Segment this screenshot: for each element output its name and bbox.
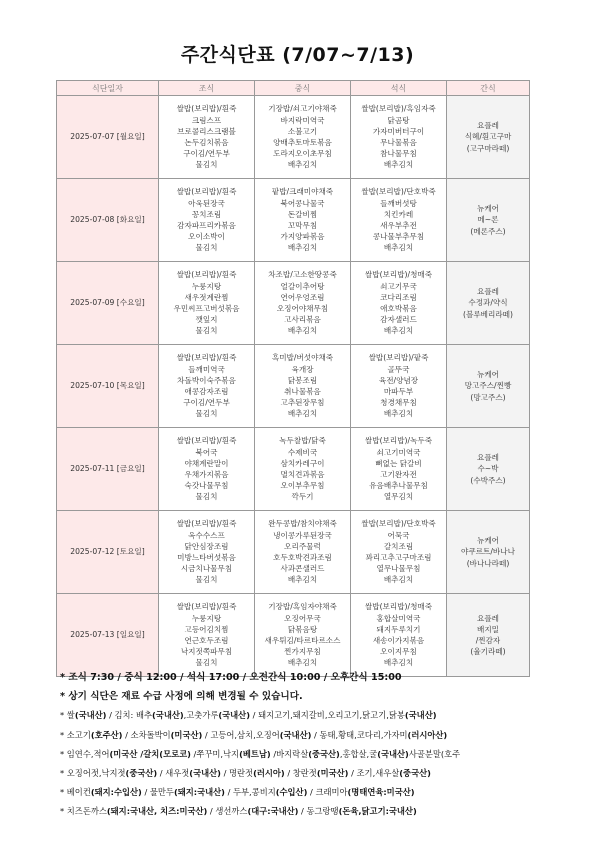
menu-item: 어묵국	[387, 530, 410, 540]
menu-item: 쌀밥(보리밥)/팥죽	[368, 353, 429, 363]
menu-item: 들깨버섯탕	[380, 198, 417, 208]
menu-item: 연근호두조림	[184, 636, 229, 645]
lunch-cell	[255, 96, 351, 179]
menu-item: 쇠고기미역국	[376, 447, 421, 457]
menu-item: 누룽지탕	[191, 613, 222, 623]
origin-line: * 쌀(국내산) / 김치: 배추(국내산),고춧가루(국내산) / 돼지고기,돼지갈비,오리고기,닭고기,닭봉(국내산)	[60, 710, 437, 721]
menu-item: 참나물무침	[380, 149, 417, 159]
menu-item: 배추김치	[287, 160, 318, 170]
menu-item: (메론주스)	[470, 226, 506, 236]
header-dinner: 석식	[351, 81, 447, 96]
menu-item: 새우튀김/타르타르소스	[264, 636, 341, 645]
menu-item: 취나물볶음	[284, 387, 321, 396]
menu-item: 우민씨프고버섯볶음	[173, 304, 240, 313]
origin-line: * 베이컨(돼지:수입산) / 물만두(돼지:국내산) / 두부,콩비지(수입산) / 크래미아(명태연육:미국산)	[60, 787, 415, 798]
date-cell: 2025-07-11 [금요일]	[57, 428, 159, 511]
menu-item: 숙갓나물무침	[184, 481, 229, 491]
origin-line: * 임연수,적어(미국산 /갈치(모로코) /쭈꾸미,낙지(베트남) /바지락살(중국산),홍합살,굴(국내산)사골분말(호주	[60, 748, 461, 759]
menu-item: 연어우엉조림	[280, 292, 325, 302]
menu-item: 들깨미역국	[188, 364, 225, 374]
menu-item: 고기완자전	[380, 470, 417, 479]
menu-item: 닭곰탕	[387, 115, 410, 125]
menu-item: 미방느타버섯볶음	[177, 553, 236, 562]
menu-item: 야쿠르트/바나나	[461, 547, 515, 557]
menu-item: 쌀밥(보리밥)/흰죽	[176, 602, 237, 612]
menu-item: 청경채무침	[380, 398, 417, 408]
date-cell: 2025-07-07 [월요일]	[57, 96, 159, 179]
menu-item: /찐감자	[475, 636, 501, 645]
menu-item: 요플레	[476, 287, 499, 297]
snack-cell	[447, 179, 530, 262]
menu-item: (망고주스)	[470, 392, 506, 402]
menu-item: 오이소박이	[188, 232, 225, 242]
date-cell: 2025-07-12 [토요일]	[57, 511, 159, 594]
breakfast-cell	[159, 428, 255, 511]
date-cell: 2025-07-08 [화요일]	[57, 179, 159, 262]
menu-item: 냉이콩가루된장국	[273, 530, 332, 540]
menu-item: 구이김/연두부	[183, 149, 230, 159]
date-cell: 2025-07-09 [수요일]	[57, 262, 159, 345]
menu-item: 닭볶음탕	[287, 624, 318, 634]
snack-cell	[447, 262, 530, 345]
menu-item: 골뚜국	[387, 364, 410, 374]
menu-item: 배추김치	[383, 160, 414, 170]
menu-item: 애콩감자조림	[184, 387, 229, 396]
menu-item: 깍두기	[291, 492, 314, 502]
page-title: 주간식단표 (7/07~7/13)	[180, 44, 415, 66]
menu-item: 물김치	[195, 160, 218, 170]
breakfast-cell	[159, 179, 255, 262]
menu-item: 콩나물부추무침	[372, 232, 425, 242]
table-header-row	[57, 81, 530, 96]
header-snack: 간식	[447, 81, 530, 96]
weekly-menu-table	[56, 80, 530, 677]
notes-section	[60, 668, 590, 822]
menu-item: 브로콜리스크램블	[177, 126, 236, 136]
menu-item: 배추김치	[287, 243, 318, 253]
menu-item: 배추김치	[383, 243, 414, 253]
menu-item: 호두호박견과조림	[273, 553, 332, 562]
menu-item: 오이지무침	[380, 647, 417, 657]
menu-item: 배추김치	[287, 326, 318, 336]
menu-item: 배추김치	[287, 575, 318, 585]
menu-item: 옥수수스프	[188, 530, 225, 540]
menu-item: 멸치견과볶음	[280, 470, 325, 479]
menu-item: 감자샐러드	[380, 315, 417, 325]
menu-item: 메~론	[477, 215, 499, 225]
menu-item: 닭봉조림	[287, 375, 318, 385]
menu-item: 차돌박이숙주볶음	[177, 375, 236, 385]
table-row	[57, 96, 530, 179]
breakfast-cell	[159, 511, 255, 594]
snack-cell	[447, 511, 530, 594]
table-row	[57, 345, 530, 428]
breakfast-cell	[159, 594, 255, 677]
menu-item: 닭안심장조림	[184, 541, 229, 551]
lunch-cell	[255, 511, 351, 594]
menu-item: 물김치	[195, 326, 218, 336]
menu-item: 물김치	[195, 575, 218, 585]
menu-item: 요플레	[476, 121, 499, 131]
lunch-cell	[255, 345, 351, 428]
breakfast-cell	[159, 262, 255, 345]
menu-item: 뉴케어	[476, 370, 499, 380]
menu-item: 기장밥/흑임자야채죽	[268, 602, 337, 612]
menu-item: 쌀밥(보리밥)/흰죽	[176, 519, 237, 529]
menu-item: 쌀밥(보리밥)/청매죽	[364, 270, 433, 280]
menu-item: 꽈리고추고구마조림	[365, 553, 432, 562]
menu-body	[57, 96, 530, 677]
table-row	[57, 179, 530, 262]
menu-item: 갈치조림	[383, 541, 414, 551]
menu-item: 망고주스/찐빵	[464, 381, 512, 391]
menu-item: 배추김치	[287, 658, 318, 668]
menu-item: 코다리조림	[380, 292, 417, 302]
menu-item: 물김치	[195, 243, 218, 253]
snack-cell	[447, 594, 530, 677]
table-row	[57, 594, 530, 677]
menu-item: 열무나물무침	[376, 564, 421, 574]
snack-cell	[447, 96, 530, 179]
menu-item: 오징어야채무침	[276, 304, 329, 313]
date-cell: 2025-07-13 [일요일]	[57, 594, 159, 677]
menu-item: 배추김치	[383, 575, 414, 585]
menu-item: 쌀밥(보리밥)/청매죽	[364, 602, 433, 612]
menu-item: 낙지젓쪽파무침	[180, 647, 233, 657]
menu-item: 고추된장무침	[280, 398, 325, 408]
table-row	[57, 262, 530, 345]
menu-item: 소불고기	[287, 126, 318, 136]
snack-cell	[447, 428, 530, 511]
dinner-cell	[351, 428, 447, 511]
menu-item: 차조밥/고소한땅콩죽	[268, 270, 337, 280]
menu-item: 쌀밥(보리밥)/녹두죽	[364, 436, 433, 446]
menu-item: 얼갈이추어탕	[280, 281, 325, 291]
menu-item: 새우부추전	[380, 221, 417, 230]
menu-item: 새우젓계란찜	[184, 292, 229, 302]
menu-item: 유음배추나물무침	[369, 481, 428, 491]
dinner-cell	[351, 262, 447, 345]
menu-item: 쇠고기무국	[380, 281, 417, 291]
header-date: 식단일자	[57, 81, 159, 96]
menu-item: (고구마라떼)	[466, 143, 510, 153]
menu-item: (수박주스)	[470, 475, 506, 485]
menu-item: 뉴케어	[476, 204, 499, 214]
table-row	[57, 428, 530, 511]
menu-item: 북어콩나물국	[280, 198, 325, 208]
menu-item: (바나나라떼)	[466, 558, 510, 568]
menu-item: 고사리볶음	[284, 315, 321, 325]
menu-item: 새송이가지볶음	[372, 636, 425, 645]
menu-item: 꽁치조림	[191, 209, 222, 219]
menu-item: 누룽지탕	[191, 281, 222, 291]
menu-item: 야채계란말이	[184, 458, 229, 468]
menu-item: 육개장	[291, 364, 314, 374]
menu-item: 홍합살미역국	[376, 613, 421, 623]
menu-item: 양배추토마토볶음	[273, 138, 332, 147]
dinner-cell	[351, 345, 447, 428]
menu-item: 뼈없는 닭갈비	[375, 458, 422, 468]
menu-item: 기장밥/쇠고기야채죽	[268, 104, 337, 114]
lunch-cell	[255, 428, 351, 511]
menu-item: 녹두찰밥/닭죽	[279, 436, 326, 446]
dinner-cell	[351, 594, 447, 677]
menu-item: 북어국	[195, 447, 218, 457]
menu-item: 식혜/흰고구마	[464, 132, 512, 142]
menu-item: 배지밀	[476, 624, 499, 634]
menu-item: 열무김치	[383, 492, 414, 502]
breakfast-cell	[159, 96, 255, 179]
header-breakfast: 조식	[159, 81, 255, 96]
breakfast-cell	[159, 345, 255, 428]
menu-item: 흑미밥/버섯야채죽	[271, 353, 334, 363]
menu-item: 가지양파볶음	[280, 232, 325, 242]
menu-item: 쌀밥(보리밥)/단호박죽	[361, 519, 436, 529]
dinner-cell	[351, 511, 447, 594]
menu-item: 가자미버터구이	[372, 126, 425, 136]
menu-item: 구이김/연두부	[183, 398, 230, 408]
menu-item: 오이부추무침	[280, 481, 325, 491]
menu-item: 바지락미역국	[280, 115, 325, 125]
menu-item: 치킨카레	[383, 209, 414, 219]
menu-item: 쌀밥(보리밥)/흰죽	[176, 436, 237, 446]
origin-line: * 소고기(호주산) / 소차돌박이(미국산) / 고등어,삼치,오징어(국내산) / 동태,황태,코다리,가자미(러시아산)	[60, 729, 448, 740]
menu-item: 시금치나물무침	[180, 564, 233, 574]
menu-item: (율기라떼)	[470, 647, 506, 657]
menu-item: 고등어김치찜	[184, 624, 229, 634]
table-row	[57, 511, 530, 594]
menu-item: 육전/양념장	[378, 375, 419, 385]
snack-cell	[447, 345, 530, 428]
origin-line: * 치즈돈까스(돼지:국내산, 치즈:미국산) / 생선까스(대구:국내산) / 동그랑땡(돈육,닭고기:국내산)	[60, 806, 417, 817]
menu-item: 오징어무국	[284, 613, 321, 623]
menu-item: 도라지오이초무침	[273, 149, 332, 159]
menu-item: 수제비국	[287, 447, 318, 457]
menu-item: 돼지두루치기	[376, 624, 421, 634]
menu-item: 우채가지볶음	[184, 470, 229, 479]
menu-item: 꼬막무침	[287, 221, 318, 230]
dinner-cell	[351, 96, 447, 179]
menu-item: 삼치카레구이	[280, 458, 325, 468]
header-lunch: 중식	[255, 81, 351, 96]
menu-item: 배추김치	[383, 326, 414, 336]
lunch-cell	[255, 594, 351, 677]
menu-item: 애호박볶음	[380, 304, 417, 313]
menu-item: 물김치	[195, 492, 218, 502]
meal-times-note: * 조식 7:30 / 중식 12:00 / 석식 17:00 / 오전간식 10:00 / 오후간식 15:00	[60, 672, 402, 683]
menu-item: 마파두부	[383, 387, 414, 396]
menu-item: 오리주물럭	[284, 541, 321, 551]
menu-item: 뉴케어	[476, 536, 499, 546]
menu-item: 배추김치	[383, 658, 414, 668]
menu-item: 쌀밥(보리밥)/흰죽	[176, 270, 237, 280]
menu-item: 쌀밥(보리밥)/흰죽	[176, 353, 237, 363]
lunch-cell	[255, 262, 351, 345]
menu-item: 논두김치볶음	[184, 138, 229, 147]
menu-item: 팥밥/크래미야채죽	[271, 187, 334, 197]
menu-item: 쌀밥(보리밥)/단호박죽	[361, 187, 436, 197]
dinner-cell	[351, 179, 447, 262]
menu-item: 무나물볶음	[380, 138, 417, 147]
menu-item: 배추김치	[287, 409, 318, 419]
menu-item: 물김치	[195, 409, 218, 419]
menu-item: 아욱된장국	[188, 198, 225, 208]
menu-item: 물김치	[195, 658, 218, 668]
menu-item: 쌀밥(보리밥)/흰죽	[176, 187, 237, 197]
menu-item: 수정과/약식	[468, 298, 508, 308]
menu-item: 크림스프	[191, 115, 222, 125]
menu-item: 요플레	[476, 453, 499, 463]
menu-item: (블루베리라떼)	[463, 309, 513, 319]
menu-item: 요플레	[476, 613, 499, 623]
menu-item: 찐가지무침	[284, 647, 321, 657]
date-cell: 2025-07-10 [목요일]	[57, 345, 159, 428]
menu-item: 수~박	[477, 464, 499, 474]
menu-item: 완두콩밥/참치야채죽	[268, 519, 337, 529]
menu-item: 감자파프리카볶음	[177, 221, 236, 230]
menu-item: 쌀밥(보리밥)/흑임자죽	[361, 104, 436, 114]
menu-item: 배추김치	[383, 409, 414, 419]
menu-item: 사과콘샐러드	[280, 564, 325, 574]
lunch-cell	[255, 179, 351, 262]
menu-item: 깻잎지	[195, 315, 218, 325]
menu-item: 쌀밥(보리밥)/흰죽	[176, 104, 237, 114]
menu-item: 돈갈비찜	[287, 209, 318, 219]
origin-line: * 오징어젓,낙지젓(중국산) / 새우젓(국내산) / 명란젓(러시아) / 창란젓(미국산) / 조기,새우살(중국산)	[60, 768, 431, 779]
change-notice: * 상기 식단은 재료 수급 사정에 의해 변경될 수 있습니다.	[60, 691, 303, 703]
